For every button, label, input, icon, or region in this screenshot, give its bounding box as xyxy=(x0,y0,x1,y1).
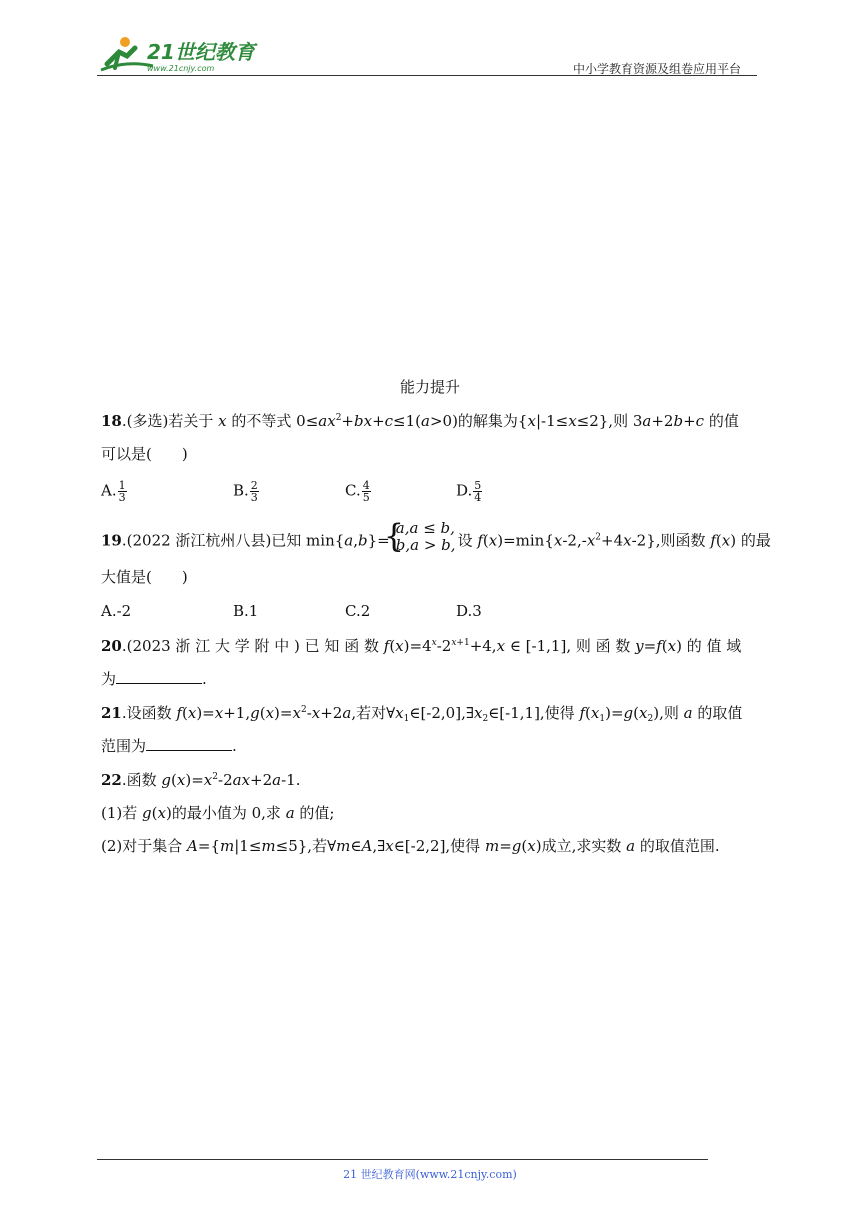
q18-option-a: A. $\frac{1}{3}$ xyxy=(101,479,126,504)
question-22-part2: (2)对于集合 A={m|1≤m≤5},若∀m∈A,∃x∈[-2,2],使得 m=g(x)成立,求实数 a 的取值范围. xyxy=(101,837,720,855)
header-divider xyxy=(97,75,757,76)
q19-option-b: B.1 xyxy=(233,602,259,620)
question-18-line1: 18.(多选)若关于 x 的不等式 $0\le ax^2+bx+c\le 1(a>0)$的解集为{x|-1≤x≤2},则 3a+2b+c 的值 xyxy=(101,412,739,430)
question-19-line2: 大值是( ) xyxy=(101,568,188,586)
question-21-line1: 21.设函数 $f(x)=x+1,g(x)=x^2-x+2a$,若对$\forall x_1\in[-2,0],\exists x_2\in[-1,1]$,使得 $f(x_1)=g(x_2)$,则 a 的取值 xyxy=(101,704,743,724)
site-logo xyxy=(97,34,267,74)
question-21-line2: 范围为 . xyxy=(101,737,237,755)
runner-logo-icon xyxy=(97,34,267,74)
question-19-line1: 19.(2022 浙江杭州八县)已知 min{a,b}= { a,a ≤ b, b,a > b, 设 $f(x)=\min\{x-2,-x^2+4x-2\}$,则函数 f(x) 的最 xyxy=(101,520,771,563)
q19-option-a: A.-2 xyxy=(101,602,132,620)
question-22-line1: 22.函数 $g(x)=x^2-2ax+2a-1$. xyxy=(101,771,301,789)
q18-option-c: C. $\frac{4}{5}$ xyxy=(345,479,370,504)
answer-blank[interactable] xyxy=(116,669,202,684)
footer-divider xyxy=(97,1159,708,1160)
question-22-part1: (1)若 g(x)的最小值为 0,求 a 的值; xyxy=(101,804,335,822)
header-platform-text: 中小学教育资源及组卷应用平台 xyxy=(573,62,742,76)
q18-option-b: B. $\frac{2}{3}$ xyxy=(233,479,258,504)
q19-option-c: C.2 xyxy=(345,602,371,620)
question-20-line1: 20.(2023 浙 江 大 学 附 中 ) 已 知 函 数 $f(x)=4^x-2^{x+1}+4,x$ ∈ [-1,1], 则 函 数 y=f(x) 的 值 域 xyxy=(101,637,742,655)
question-18-line2: 可以是( ) xyxy=(101,445,188,463)
logo-url: www.21cnjy.com xyxy=(147,64,215,73)
q18-option-d: D. $\frac{5}{4}$ xyxy=(456,479,482,504)
piecewise-definition: { a,a ≤ b, b,a > b, xyxy=(383,517,456,555)
logo-text: 21世纪教育 xyxy=(147,40,255,64)
q19-option-d: D.3 xyxy=(456,602,482,620)
section-title: 能力提升 xyxy=(399,378,460,396)
question-20-line2: 为 . xyxy=(101,670,207,688)
answer-blank[interactable] xyxy=(146,736,232,751)
footer-link[interactable]: 21 世纪教育网(www.21cnjy.com) xyxy=(343,1168,517,1181)
